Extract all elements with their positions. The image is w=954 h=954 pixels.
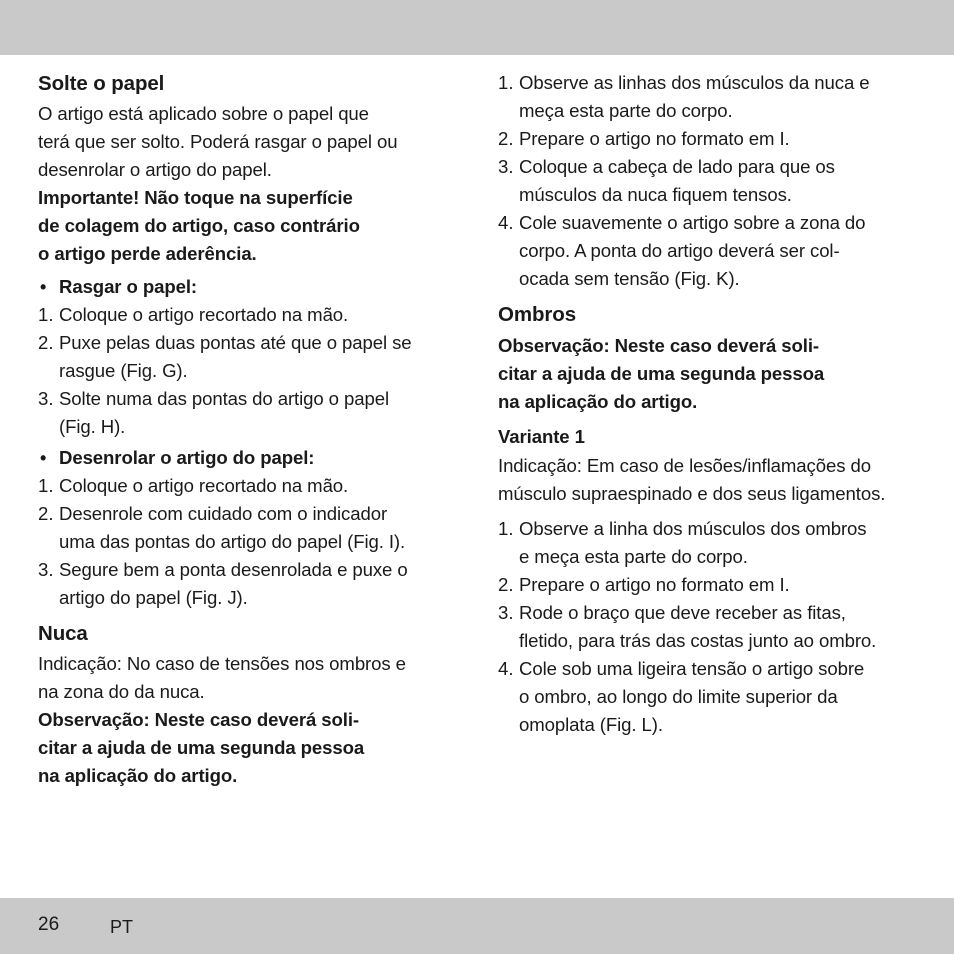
paragraph-line: músculo supraespinado e dos seus ligamentos.	[498, 483, 886, 504]
paragraph-line: Indicação: No caso de tensões nos ombros e	[38, 653, 406, 674]
bullet-icon: •	[40, 448, 47, 468]
step-line: ocada sem tensão (Fig. K).	[519, 268, 740, 289]
heading-solte-o-papel: Solte o papel	[38, 72, 165, 95]
step-number: 3.	[38, 388, 54, 409]
language-code: PT	[110, 917, 134, 937]
step-line: e meça esta parte do corpo.	[519, 546, 748, 567]
step-line: músculos da nuca fiquem tensos.	[519, 184, 792, 205]
step-line: Cole sob uma ligeira tensão o artigo sobre	[519, 658, 865, 679]
paragraph-line: desenrolar o artigo do papel.	[38, 159, 272, 180]
important-note-line: Importante! Não toque na superfície	[38, 187, 353, 208]
step-line: Observe as linhas dos músculos da nuca e	[519, 72, 870, 93]
step-line: Coloque o artigo recortado na mão.	[59, 475, 349, 496]
step-number: 1.	[38, 475, 54, 496]
step-line: Prepare o artigo no formato em I.	[519, 574, 790, 595]
step-line: uma das pontas do artigo do papel (Fig. I).	[59, 531, 406, 552]
subheading-rasgar: Rasgar o papel:	[59, 276, 197, 297]
step-line: meça esta parte do corpo.	[519, 100, 733, 121]
step-number: 2.	[498, 128, 514, 149]
step-line: Cole suavemente o artigo sobre a zona do	[519, 212, 866, 233]
step-number: 2.	[38, 503, 54, 524]
observation-line: citar a ajuda de uma segunda pessoa	[38, 737, 365, 758]
observation-line: na aplicação do artigo.	[498, 391, 698, 412]
step-number: 1.	[498, 518, 514, 539]
step-number: 3.	[38, 559, 54, 580]
step-line: Desenrole com cuidado com o indicador	[59, 503, 388, 524]
step-number: 2.	[498, 574, 514, 595]
step-line: o ombro, ao longo do limite superior da	[519, 686, 838, 707]
observation-line: Observação: Neste caso deverá soli-	[38, 709, 360, 730]
important-note-line: de colagem do artigo, caso contrário	[38, 215, 360, 236]
step-line: (Fig. H).	[59, 416, 126, 437]
step-number: 1.	[498, 72, 514, 93]
footer-band	[0, 898, 954, 954]
paragraph-line: O artigo está aplicado sobre o papel que	[38, 103, 369, 124]
step-line: Prepare o artigo no formato em I.	[519, 128, 790, 149]
step-number: 4.	[498, 212, 514, 233]
step-line: Coloque o artigo recortado na mão.	[59, 304, 349, 325]
important-note-line: o artigo perde aderência.	[38, 243, 257, 264]
heading-nuca: Nuca	[38, 622, 88, 645]
heading-ombros: Ombros	[498, 303, 576, 326]
step-line: fletido, para trás das costas junto ao ombro.	[519, 630, 877, 651]
step-line: Observe a linha dos músculos dos ombros	[519, 518, 867, 539]
step-line: Rode o braço que deve receber as fitas,	[519, 602, 846, 623]
step-number: 1.	[38, 304, 54, 325]
step-line: artigo do papel (Fig. J).	[59, 587, 248, 608]
header-band	[0, 0, 954, 55]
step-line: Segure bem a ponta desenrolada e puxe o	[59, 559, 408, 580]
observation-line: na aplicação do artigo.	[38, 765, 238, 786]
step-line: Solte numa das pontas do artigo o papel	[59, 388, 389, 409]
step-line: Puxe pelas duas pontas até que o papel se	[59, 332, 412, 353]
subheading-variante-1: Variante 1	[498, 426, 585, 447]
step-number: 4.	[498, 658, 514, 679]
step-line: omoplata (Fig. L).	[519, 714, 663, 735]
step-number: 3.	[498, 156, 514, 177]
observation-line: citar a ajuda de uma segunda pessoa	[498, 363, 825, 384]
step-line: corpo. A ponta do artigo deverá ser col-	[519, 240, 840, 261]
step-number: 3.	[498, 602, 514, 623]
page-number: 26	[38, 914, 60, 935]
step-number: 2.	[38, 332, 54, 353]
paragraph-line: na zona do da nuca.	[38, 681, 205, 702]
step-line: rasgue (Fig. G).	[59, 360, 188, 381]
step-line: Coloque a cabeça de lado para que os	[519, 156, 835, 177]
observation-line: Observação: Neste caso deverá soli-	[498, 335, 820, 356]
bullet-icon: •	[40, 277, 47, 297]
paragraph-line: terá que ser solto. Poderá rasgar o papel ou	[38, 131, 398, 152]
subheading-desenrolar: Desenrolar o artigo do papel:	[59, 447, 315, 468]
paragraph-line: Indicação: Em caso de lesões/inflamações do	[498, 455, 871, 476]
